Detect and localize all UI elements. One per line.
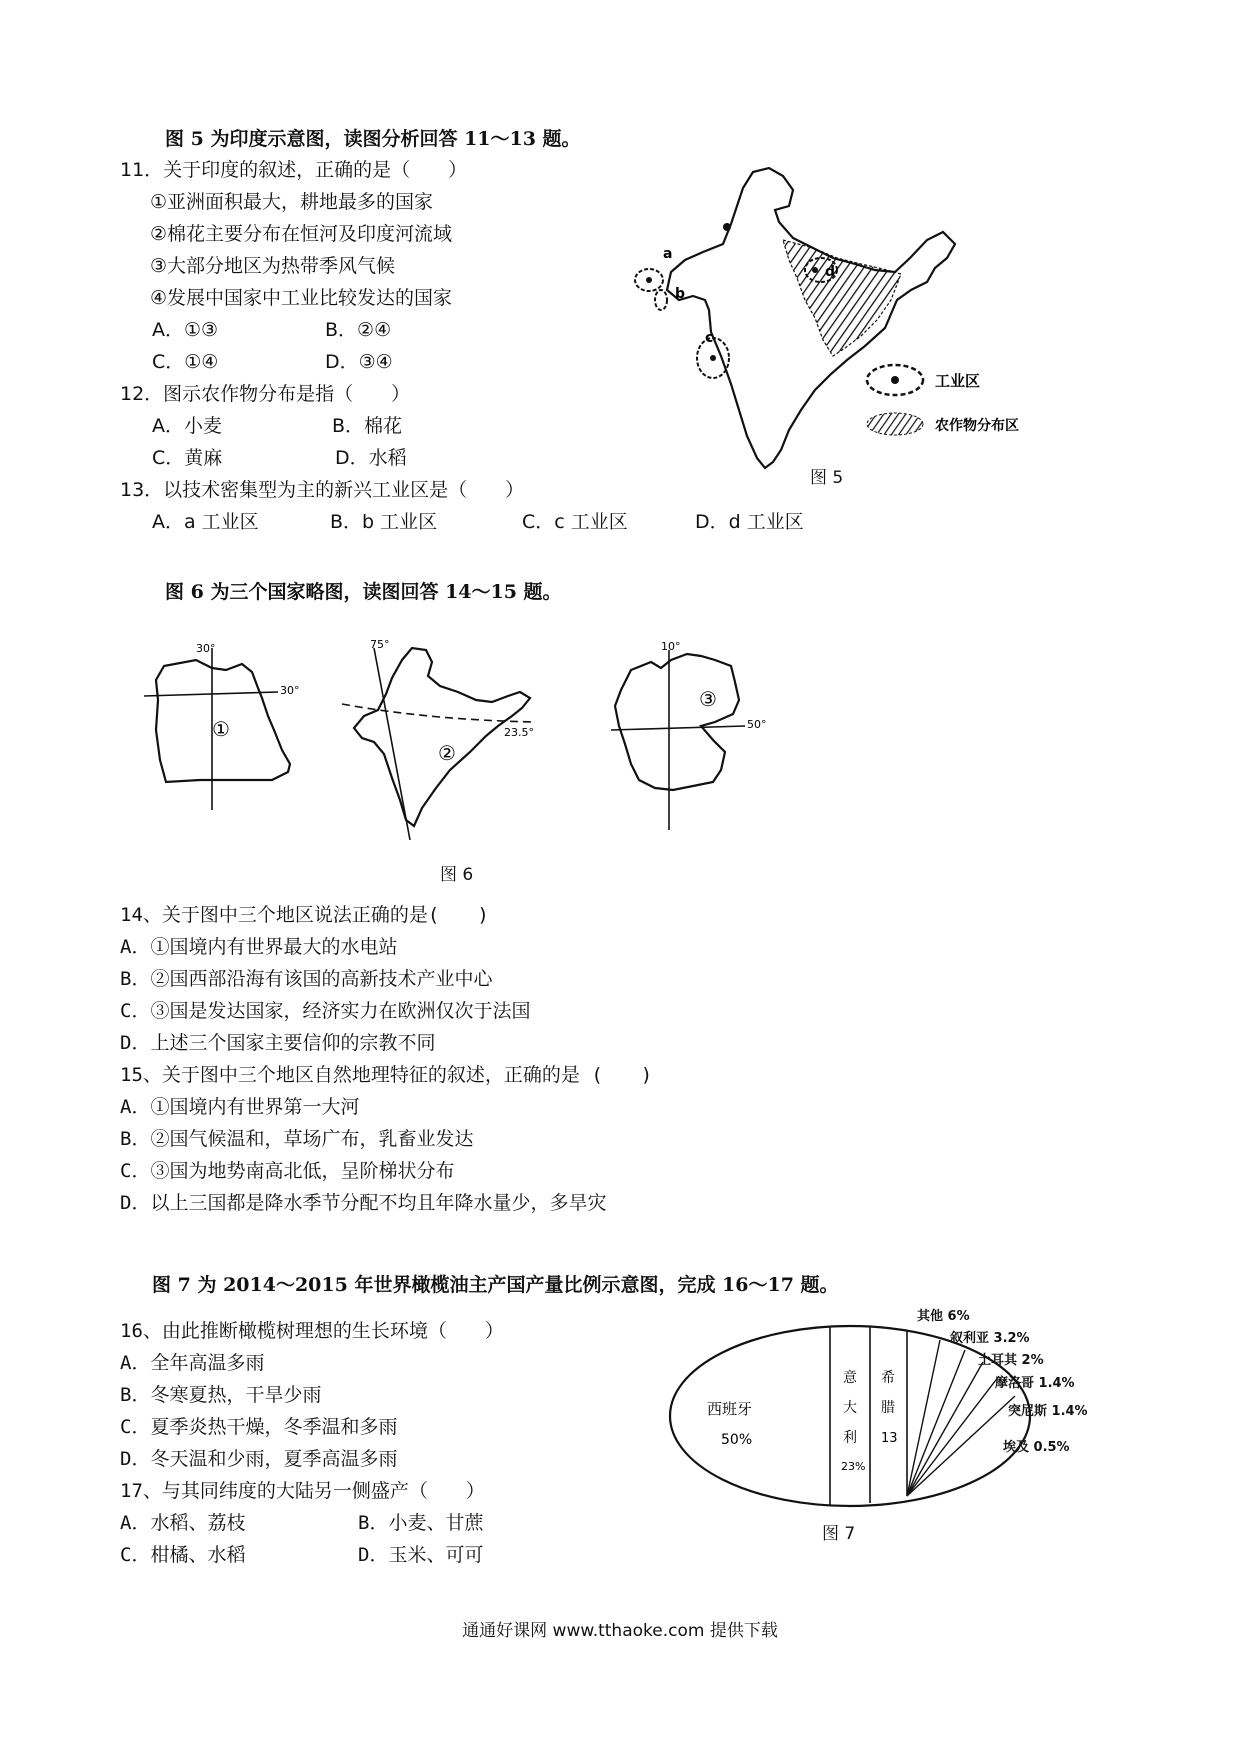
q11-stem: 11．关于印度的叙述，正确的是（ ） (120, 159, 468, 181)
label-greece-pct: 13 (881, 1431, 898, 1446)
label-italy-3: 利 (843, 1430, 857, 1446)
legend-crop-label: 农作物分布区 (935, 418, 1019, 434)
q14-stem: 14、关于图中三个地区说法正确的是( ) (120, 904, 489, 926)
label-spain: 西班牙 (707, 1400, 753, 1418)
label-italy-pct: 23% (841, 1460, 866, 1473)
lon-label: 30° (196, 642, 216, 655)
q13-option-c: C．c 工业区 (522, 511, 628, 533)
section5-heading: 图 5 为印度示意图，读图分析回答 11～13 题。 (165, 128, 581, 150)
q11-option-d: D．③④ (325, 351, 393, 373)
country-number-1: ① (212, 717, 230, 741)
india-map-legend (855, 360, 1055, 450)
q11-option-b: B．②④ (325, 319, 392, 341)
q11-option-a: A．①③ (152, 319, 219, 341)
label-morocco: 摩洛哥 1.4% (995, 1376, 1075, 1391)
lat-label: 30° (280, 684, 300, 697)
legend-industry-label: 工业区 (935, 372, 981, 390)
q17-stem: 17、与其同纬度的大陆另一侧盛产（ ） (120, 1480, 485, 1502)
lon-label: 75° (370, 638, 390, 651)
q15-option-d: D．以上三国都是降水季节分配不均且年降水量少，多旱灾 (120, 1192, 607, 1214)
q14-option-b: B．②国西部沿海有该国的高新技术产业中心 (120, 968, 493, 990)
label-syria: 叙利亚 3.2% (950, 1331, 1030, 1346)
crop-legend-icon (867, 413, 923, 435)
germany-outline (615, 654, 739, 790)
q12-option-a: A．小麦 (152, 415, 222, 437)
q17-option-d: D．玉米、可可 (358, 1544, 484, 1566)
q11-item-1: ①亚洲面积最大，耕地最多的国家 (150, 191, 434, 213)
parallel-line (144, 692, 278, 696)
label-a: a (663, 246, 673, 262)
q13-option-b: B．b 工业区 (330, 511, 438, 533)
crop-distribution-area (783, 240, 901, 356)
slice-divider-turkey (907, 1362, 983, 1496)
q16-option-a: A．全年高温多雨 (120, 1352, 265, 1374)
figure5-caption: 图 5 (810, 468, 844, 488)
label-greece-1: 希 (881, 1370, 895, 1386)
label-d: d (825, 264, 836, 280)
q13-stem: 13．以技术密集型为主的新兴工业区是（ ） (120, 479, 525, 501)
lat-label: 23.5° (504, 726, 534, 739)
parallel-line (611, 726, 745, 730)
label-b: b (675, 286, 686, 302)
q11-item-3: ③大部分地区为热带季风气候 (150, 255, 396, 277)
country-number-2: ② (438, 741, 456, 765)
q11-option-c: C．①④ (152, 351, 219, 373)
slice-divider-tunisia (907, 1396, 1015, 1496)
q14-option-c: C．③国是发达国家，经济实力在欧洲仅次于法国 (120, 1000, 531, 1022)
map-germany-figure (605, 640, 775, 830)
dot-north (723, 223, 731, 231)
section7-heading: 图 7 为 2014～2015 年世界橄榄油主产国产量比例示意图，完成 16～17 题。 (152, 1274, 839, 1296)
q15-option-b: B．②国气候温和，草场广布，乳畜业发达 (120, 1128, 474, 1150)
q17-option-a: A．水稻、荔枝 (120, 1512, 246, 1534)
label-egypt: 埃及 0.5% (1003, 1440, 1070, 1455)
map-india-figure (340, 640, 550, 840)
q17-option-c: C．柑橘、水稻 (120, 1544, 246, 1566)
q11-item-4: ④发展中国家中工业比较发达的国家 (150, 287, 453, 309)
label-turkey: 土耳其 2% (978, 1353, 1044, 1368)
footer-credit: 通通好课网 www.tthaoke.com 提供下载 (462, 1621, 778, 1641)
label-italy-2: 大 (843, 1400, 857, 1416)
q13-option-a: A．a 工业区 (152, 511, 259, 533)
q13-option-d: D．d 工业区 (695, 511, 804, 533)
slice-divider-others (907, 1340, 940, 1496)
q16-stem: 16、由此推断橄榄树理想的生长环境（ ） (120, 1320, 504, 1342)
label-c: c (705, 330, 714, 346)
lon-label: 10° (661, 640, 681, 653)
lat-label: 50° (747, 718, 767, 731)
label-italy-1: 意 (843, 1370, 857, 1386)
label-others: 其他 6% (917, 1309, 970, 1324)
q12-option-d: D．水稻 (335, 447, 407, 469)
slice-divider-syria (907, 1350, 965, 1496)
figure6-caption: 图 6 (440, 865, 474, 885)
q17-option-b: B．小麦、甘蔗 (358, 1512, 484, 1534)
label-spain-pct: 50% (721, 1432, 753, 1448)
q15-option-c: C．③国为地势南高北低，呈阶梯状分布 (120, 1160, 455, 1182)
q14-option-a: A．①国境内有世界最大的水电站 (120, 936, 398, 958)
country-number-3: ③ (699, 687, 717, 711)
industry-zone-b (655, 290, 667, 310)
q12-stem: 12．图示农作物分布是指（ ） (120, 383, 411, 405)
q14-option-d: D．上述三个国家主要信仰的宗教不同 (120, 1032, 436, 1054)
figure7-caption: 图 7 (822, 1524, 856, 1544)
q12-option-b: B．棉花 (332, 415, 403, 437)
q16-option-c: C．夏季炎热干燥，冬季温和多雨 (120, 1416, 398, 1438)
label-greece-2: 腊 (881, 1400, 895, 1416)
slice-divider-morocco (907, 1376, 999, 1496)
q15-option-a: A．①国境内有世界第一大河 (120, 1096, 360, 1118)
q12-option-c: C．黄麻 (152, 447, 223, 469)
q16-option-b: B．冬寒夏热，干旱少雨 (120, 1384, 322, 1406)
q16-option-d: D．冬天温和少雨，夏季高温多雨 (120, 1448, 398, 1470)
q15-stem: 15、关于图中三个地区自然地理特征的叙述，正确的是 ( ) (120, 1064, 653, 1086)
label-tunisia: 突尼斯 1.4% (1008, 1404, 1088, 1419)
q11-item-2: ②棉花主要分布在恒河及印度河流域 (150, 223, 453, 245)
section6-heading: 图 6 为三个国家略图，读图回答 14～15 题。 (165, 581, 562, 603)
map-egypt-figure (140, 640, 310, 810)
